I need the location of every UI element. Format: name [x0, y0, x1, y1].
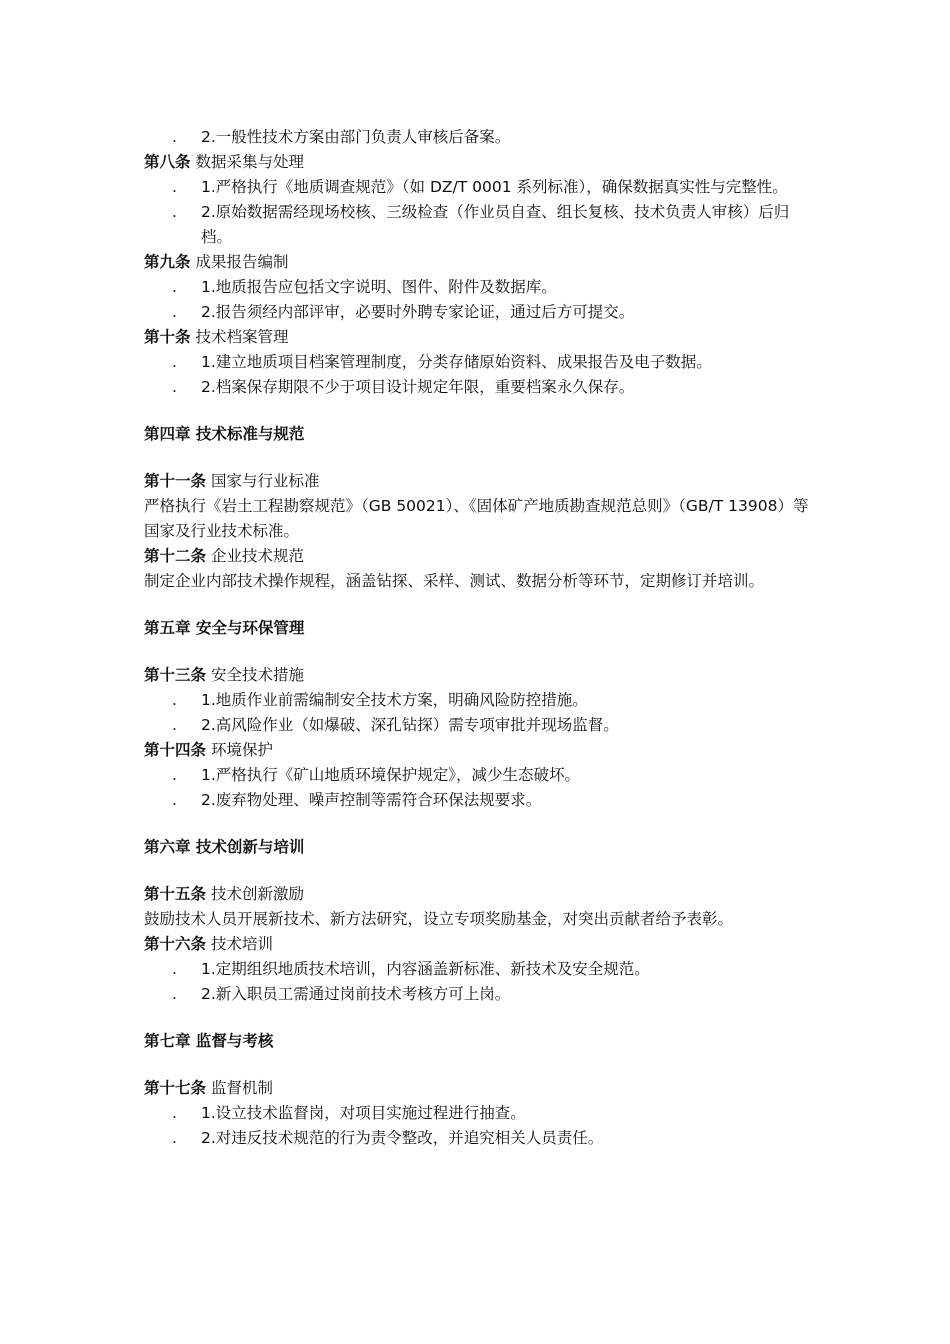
list-item [144, 300, 814, 325]
list-item-text: 1.地质作业前需编制安全技术方案，明确风险防控措施。 [201, 691, 588, 709]
list-item [144, 175, 814, 200]
list-item [144, 688, 814, 713]
list-item-text: 1.建立地质项目档案管理制度，分类存储原始资料、成果报告及电子数据。 [201, 353, 712, 371]
list-bullet: . [172, 203, 177, 221]
article-heading [144, 1076, 814, 1101]
article-title: 技术创新激励 [210, 885, 304, 903]
article-number: 第十五条 [144, 885, 207, 903]
article-title: 安全技术措施 [210, 666, 304, 684]
list-bullet: . [172, 278, 177, 296]
article-title: 企业技术规范 [210, 547, 304, 565]
list-item-text: 2.对违反技术规范的行为责令整改，并追究相关人员责任。 [201, 1129, 604, 1147]
list-item [144, 375, 814, 400]
list-item [144, 350, 814, 375]
article-heading [144, 738, 814, 763]
list-item [144, 788, 814, 813]
list-bullet: . [172, 960, 177, 978]
chapter-heading: 第五章 安全与环保管理 [144, 619, 305, 637]
article-number: 第十七条 [144, 1079, 207, 1097]
article-number: 第十二条 [144, 547, 207, 565]
list-item-text: 2.一般性技术方案由部门负责人审核后备案。 [201, 128, 511, 146]
article-heading [144, 932, 814, 957]
list-item-text: 1.严格执行《地质调查规范》（如 DZ/T 0001 系列标准），确保数据真实性与完整性。 [201, 178, 788, 196]
article-heading [144, 544, 814, 569]
article-heading [144, 882, 814, 907]
list-bullet: . [172, 378, 177, 396]
list-item [144, 982, 814, 1007]
document-body [144, 125, 814, 1151]
paragraph: 严格执行《岩土工程勘察规范》（GB 50021）、《固体矿产地质勘查规范总则》（GB/T 13908）等国家及行业技术标准。 [144, 497, 809, 540]
article-number: 第十四条 [144, 741, 207, 759]
list-bullet: . [172, 128, 177, 146]
article-number: 第十一条 [144, 472, 207, 490]
paragraph: 制定企业内部技术操作规程，涵盖钻探、采样、测试、数据分析等环节，定期修订并培训。 [144, 572, 765, 590]
article-heading [144, 325, 814, 350]
list-item [144, 275, 814, 300]
chapter-heading: 第七章 监督与考核 [144, 1032, 274, 1050]
list-item-text: 2.报告须经内部评审，必要时外聘专家论证，通过后方可提交。 [201, 303, 635, 321]
article-heading [144, 469, 814, 494]
paragraph: 鼓励技术人员开展新技术、新方法研究，设立专项奖励基金，对突出贡献者给予表彰。 [144, 910, 734, 928]
list-item-text: 1.地质报告应包括文字说明、图件、附件及数据库。 [201, 278, 557, 296]
article-title: 国家与行业标准 [210, 472, 320, 490]
article-number: 第十条 [144, 328, 191, 346]
article-heading [144, 663, 814, 688]
list-item [144, 713, 814, 738]
list-bullet: . [172, 303, 177, 321]
list-bullet: . [172, 985, 177, 1003]
list-item-text: 1.定期组织地质技术培训，内容涵盖新标准、新技术及安全规范。 [201, 960, 650, 978]
article-title: 成果报告编制 [195, 253, 289, 271]
article-title: 数据采集与处理 [195, 153, 304, 171]
list-item [144, 957, 814, 982]
article-title: 环境保护 [210, 741, 273, 759]
list-item [144, 1101, 814, 1126]
list-bullet: . [172, 353, 177, 371]
list-item-text: 2.原始数据需经现场校核、三级检查（作业员自查、组长复核、技术负责人审核）后归档。 [201, 203, 790, 246]
list-item-text: 2.高风险作业（如爆破、深孔钻探）需专项审批并现场监督。 [201, 716, 619, 734]
list-item [144, 1126, 814, 1151]
article-number: 第十六条 [144, 935, 207, 953]
list-item-text: 1.设立技术监督岗，对项目实施过程进行抽查。 [201, 1104, 526, 1122]
list-bullet: . [172, 1129, 177, 1147]
article-number: 第十三条 [144, 666, 207, 684]
list-item-text: 2.新入职员工需通过岗前技术考核方可上岗。 [201, 985, 511, 1003]
list-item [144, 763, 814, 788]
article-number: 第八条 [144, 153, 191, 171]
article-title: 监督机制 [210, 1079, 273, 1097]
article-heading [144, 150, 814, 175]
list-bullet: . [172, 1104, 177, 1122]
article-title: 技术培训 [210, 935, 273, 953]
list-item [144, 200, 814, 250]
list-item-text: 2.废弃物处理、噪声控制等需符合环保法规要求。 [201, 791, 542, 809]
list-bullet: . [172, 178, 177, 196]
article-number: 第九条 [144, 253, 191, 271]
list-item [144, 125, 814, 150]
list-bullet: . [172, 791, 177, 809]
article-title: 技术档案管理 [195, 328, 289, 346]
list-item-text: 2.档案保存期限不少于项目设计规定年限，重要档案永久保存。 [201, 378, 635, 396]
list-item-text: 1.严格执行《矿山地质环境保护规定》，减少生态破坏。 [201, 766, 581, 784]
article-heading [144, 250, 814, 275]
chapter-heading: 第四章 技术标准与规范 [144, 425, 305, 443]
chapter-heading: 第六章 技术创新与培训 [144, 838, 305, 856]
list-bullet: . [172, 691, 177, 709]
list-bullet: . [172, 716, 177, 734]
list-bullet: . [172, 766, 177, 784]
